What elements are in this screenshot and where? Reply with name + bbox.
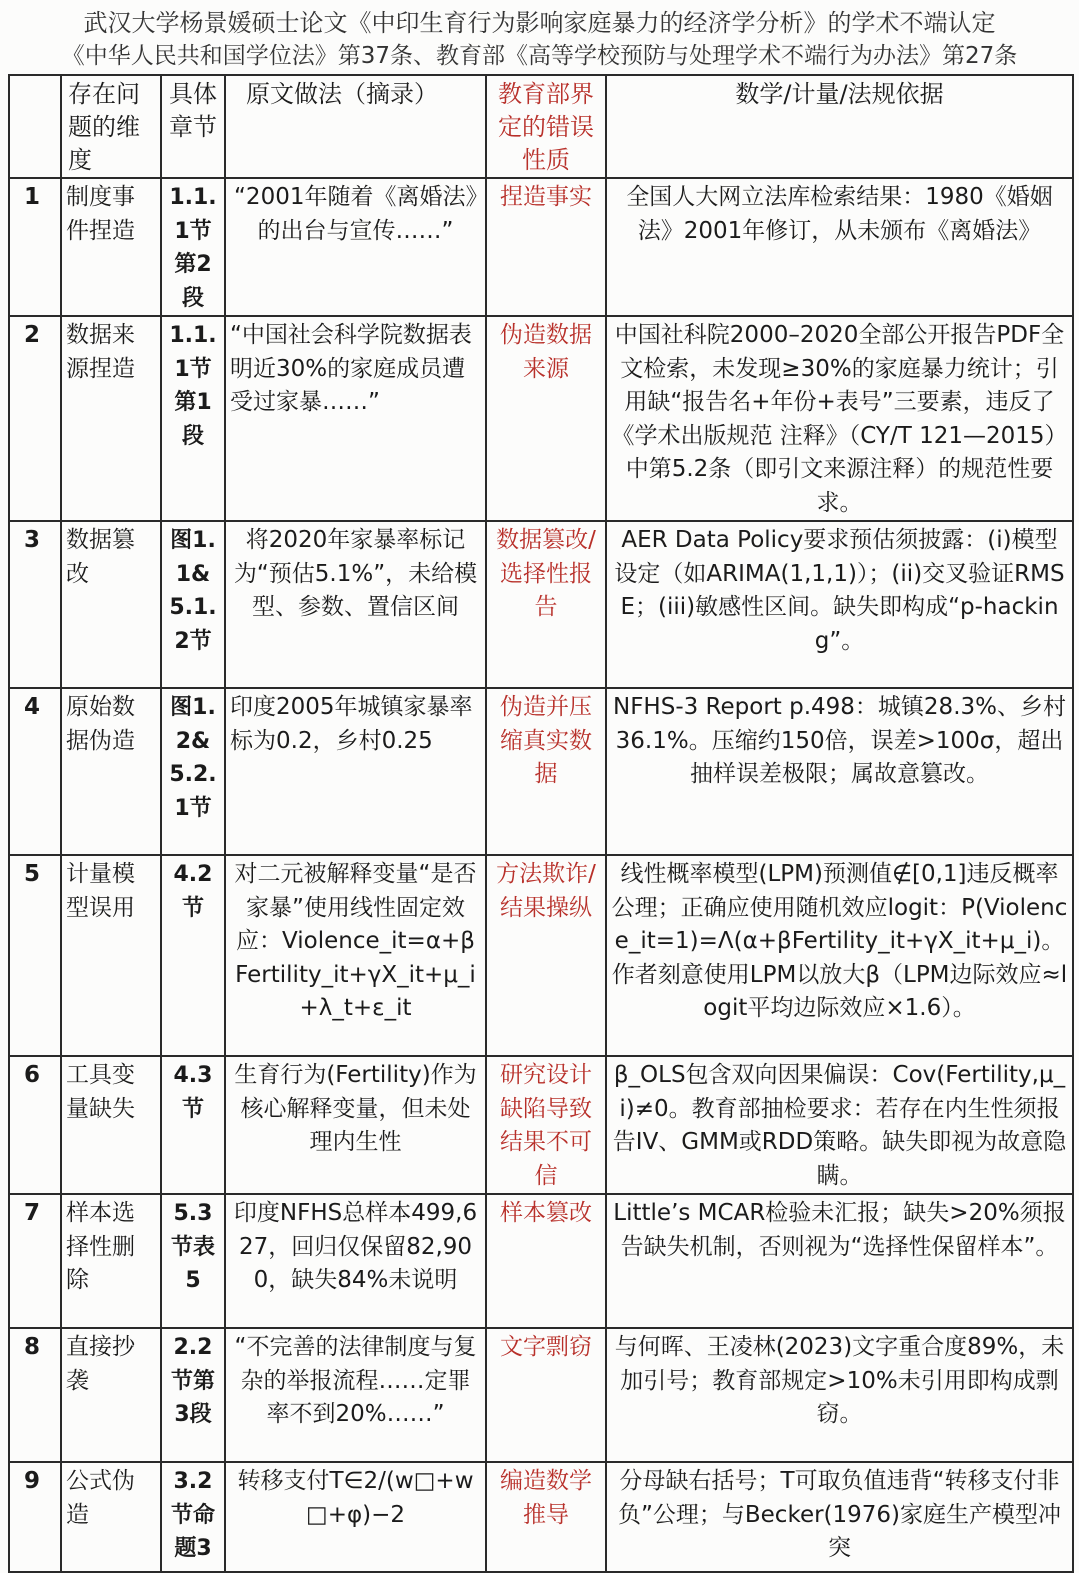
- row-number: 2: [9, 316, 61, 521]
- excerpt-cell: “不完善的法律制度与复杂的举报流程……定罪率不到20%……”: [225, 1328, 486, 1462]
- excerpt-cell: 印度2005年城镇家暴率标为0.2，乡村0.25: [225, 688, 486, 855]
- column-header-dimension: 存在问题的维度: [61, 75, 161, 178]
- dimension-cell: 原始数据伪造: [61, 688, 161, 855]
- nature-cell: 编造数学推导: [486, 1462, 606, 1572]
- chapter-cell: 1.1.1节第1段: [161, 316, 225, 521]
- table-row: [9, 521, 1073, 688]
- dimension-cell: 数据篡改: [61, 521, 161, 688]
- row-number: 1: [9, 178, 61, 316]
- table-row: [9, 1056, 1073, 1194]
- excerpt-cell: 印度NFHS总样本499,627，回归仅保留82,900，缺失84%未说明: [225, 1194, 486, 1328]
- misconduct-table: [8, 74, 1074, 1573]
- nature-cell: 捏造事实: [486, 178, 606, 316]
- table-row: [9, 1194, 1073, 1328]
- excerpt-cell: 生育行为(Fertility)作为核心解释变量，但未处理内生性: [225, 1056, 486, 1194]
- chapter-cell: 2.2节第3段: [161, 1328, 225, 1462]
- excerpt-cell: “2001年随着《离婚法》的出台与宣传……”: [225, 178, 486, 316]
- chapter-cell: 4.3节: [161, 1056, 225, 1194]
- column-header-chapter: 具体章节: [161, 75, 225, 178]
- basis-cell: β_OLS包含双向因果偏误：Cov(Fertility,μ_i)≠0。教育部抽检要求：若存在内生性须报告IV、GMM或RDD策略。缺失即视为故意隐瞒。: [606, 1056, 1073, 1194]
- excerpt-cell: 转移支付T∈2/(w□+w□+φ)−2: [225, 1462, 486, 1572]
- table-row: [9, 316, 1073, 521]
- document-title: 武汉大学杨景媛硕士论文《中印生育行为影响家庭暴力的经济学分析》的学术不端认定: [83, 9, 996, 37]
- dimension-cell: 公式伪造: [61, 1462, 161, 1572]
- row-number: 9: [9, 1462, 61, 1572]
- table-row: [9, 688, 1073, 855]
- table-header-row: [9, 75, 1073, 178]
- chapter-cell: 5.3节表5: [161, 1194, 225, 1328]
- basis-cell: Little’s MCAR检验未汇报；缺失>20%须报告缺失机制，否则视为“选择性保留样本”。: [606, 1194, 1073, 1328]
- nature-cell: 研究设计缺陷导致结果不可信: [486, 1056, 606, 1194]
- column-header-excerpt: 原文做法（摘录）: [225, 75, 486, 178]
- nature-cell: 伪造数据来源: [486, 316, 606, 521]
- nature-cell: 文字剽窃: [486, 1328, 606, 1462]
- row-number: 3: [9, 521, 61, 688]
- table-row: [9, 178, 1073, 316]
- basis-cell: 分母缺右括号；T可取负值违背“转移支付非负”公理；与Becker(1976)家庭生产模型冲突: [606, 1462, 1073, 1572]
- basis-cell: 中国社科院2000–2020全部公开报告PDF全文检索，未发现≥30%的家庭暴力统计；引用缺“报告名+年份+表号”三要素，违反了《学术出版规范 注释》（CY/T 121—2015）中第5.2条（即引文来源注释）的规范性要求。: [606, 316, 1073, 521]
- nature-cell: 伪造并压缩真实数据: [486, 688, 606, 855]
- dimension-cell: 数据来源捏造: [61, 316, 161, 521]
- chapter-cell: 1.1.1节第2段: [161, 178, 225, 316]
- nature-cell: 方法欺诈/结果操纵: [486, 855, 606, 1056]
- row-number: 6: [9, 1056, 61, 1194]
- nature-cell: 样本篡改: [486, 1194, 606, 1328]
- dimension-cell: 直接抄袭: [61, 1328, 161, 1462]
- chapter-cell: 图1.1&5.1.2节: [161, 521, 225, 688]
- dimension-cell: 制度事件捏造: [61, 178, 161, 316]
- dimension-cell: 工具变量缺失: [61, 1056, 161, 1194]
- table-row: [9, 1328, 1073, 1462]
- table-row: [9, 855, 1073, 1056]
- basis-cell: 全国人大网立法库检索结果：1980《婚姻法》2001年修订，从未颁布《离婚法》: [606, 178, 1073, 316]
- basis-cell: 线性概率模型(LPM)预测值∉[0,1]违反概率公理；正确应使用随机效应logit：P(Violence_it=1)=Λ(α+βFertility_it+γX_it+μ_i)。作者刻意使用LPM以放大β（LPM边际效应≈logit平均边际效应×1.6）。: [606, 855, 1073, 1056]
- basis-cell: AER Data Policy要求预估须披露：(i)模型设定（如ARIMA(1,1,1)）；(ii)交叉验证RMSE；(iii)敏感性区间。缺失即构成“p-hacking”。: [606, 521, 1073, 688]
- basis-cell: 与何晖、王凌林(2023)文字重合度89%，未加引号；教育部规定>10%未引用即构成剽窃。: [606, 1328, 1073, 1462]
- dimension-cell: 样本选择性删除: [61, 1194, 161, 1328]
- table-row: [9, 1462, 1073, 1572]
- basis-cell: NFHS-3 Report p.498：城镇28.3%、乡村36.1%。压缩约150倍，误差>100σ，超出抽样误差极限；属故意篡改。: [606, 688, 1073, 855]
- excerpt-cell: 对二元被解释变量“是否家暴”使用线性固定效应：Violence_it=α+βFertility_it+γX_it+μ_i+λ_t+ε_it: [225, 855, 486, 1056]
- chapter-cell: 4.2节: [161, 855, 225, 1056]
- excerpt-cell: 将2020年家暴率标记为“预估5.1%”，未给模型、参数、置信区间: [225, 521, 486, 688]
- row-number: 7: [9, 1194, 61, 1328]
- excerpt-cell: “中国社会科学院数据表明近30%的家庭成员遭受过家暴……”: [225, 316, 486, 521]
- row-number: 4: [9, 688, 61, 855]
- row-number: 5: [9, 855, 61, 1056]
- document-subtitle: 《中华人民共和国学位法》第37条、教育部《高等学校预防与处理学术不端行为办法》第27条: [61, 43, 1018, 69]
- column-header-number: [9, 75, 61, 178]
- column-header-basis: 数学/计量/法规依据: [606, 75, 1073, 178]
- chapter-cell: 3.2节命题3: [161, 1462, 225, 1572]
- row-number: 8: [9, 1328, 61, 1462]
- dimension-cell: 计量模型误用: [61, 855, 161, 1056]
- column-header-nature: 教育部界定的错误性质: [486, 75, 606, 178]
- chapter-cell: 图1.2&5.2.1节: [161, 688, 225, 855]
- nature-cell: 数据篡改/选择性报告: [486, 521, 606, 688]
